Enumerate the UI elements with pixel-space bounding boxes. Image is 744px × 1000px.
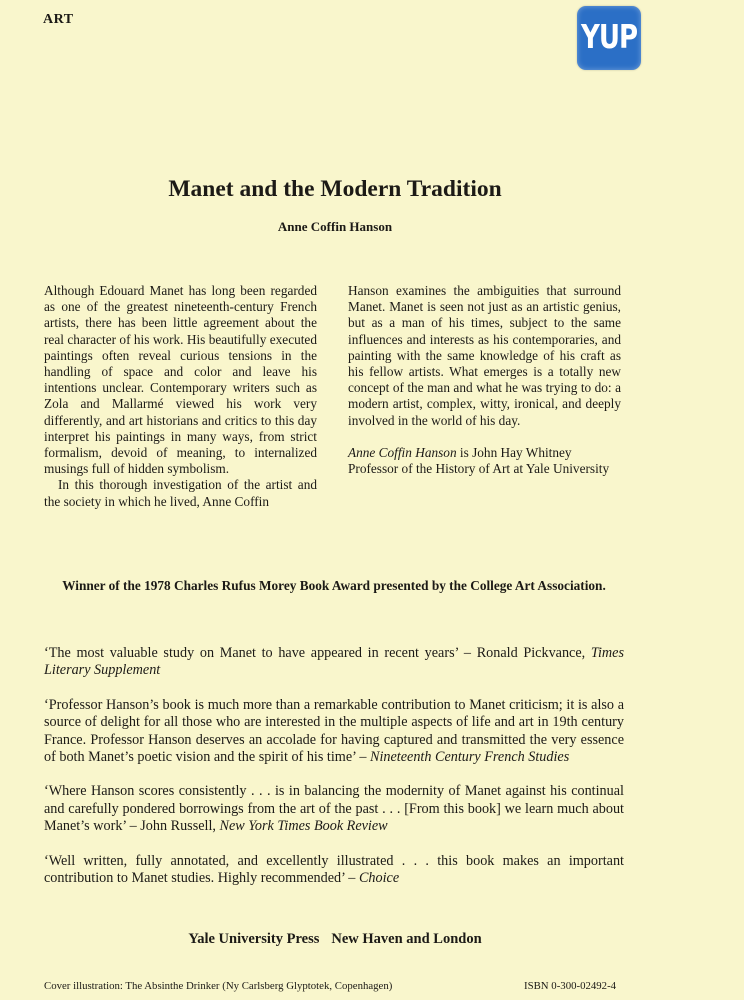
yup-logo — [577, 6, 641, 70]
publisher-name: Yale University Press — [188, 931, 320, 947]
logo-text: YUP — [581, 19, 637, 57]
book-title: Manet and the Modern Tradition — [168, 176, 502, 202]
bio-name: Anne Coffin Hanson — [348, 444, 457, 460]
review-quote — [44, 697, 624, 767]
bio-text: is John Hay Whitney Professor of the History of Art at Yale University — [348, 444, 610, 477]
author-bio — [348, 445, 621, 477]
quote-source: Times Literary Supplement — [44, 645, 624, 679]
description-paragraph: Although Edouard Manet has long been regarded as one of the greatest nineteenth-century French artists, there has been little agreement about the real character of his work. His beautifully executed paintings often reveal curious tensions in the handling of space and color and leave his intentions unclear. Contemporary writers such as Zola and Mallarmé viewed his work very differently, and art historians and critics to this day interpret his paintings in many ways, from strict formalism, devoid of meaning, to internalized musings full of hidden symbolism. — [44, 283, 317, 477]
award-statement: Winner of the 1978 Charles Rufus Morey Book Award presented by the College Art Association. — [62, 578, 606, 593]
quote-source: Choice — [358, 870, 400, 887]
review-quotes — [44, 645, 624, 904]
quote-text: ‘Professor Hanson’s book is much more than a remarkable contribution to Manet criticism; it is also a source of delight for all those who are interested in the multiple aspects of life and art in 19th century France. Professor Hanson deserves an accolade for having captured and transmitted the very essence of both Manet’s poetic vision and the spirit of his time’ – — [44, 696, 624, 766]
publisher-location: New Haven and London — [331, 931, 482, 947]
book-author: Anne Coffin Hanson — [277, 219, 393, 234]
cover-credit: Cover illustration: The Absinthe Drinker (Ny Carlsberg Glyptotek, Copenhagen) — [44, 980, 393, 992]
description-left-column — [44, 283, 317, 510]
quote-text: ‘The most valuable study on Manet to have appeared in recent years’ – Ronald Pickvance, — [44, 645, 591, 661]
quote-text: ‘Well written, fully annotated, and excellently illustrated . . . this book makes an important contribution to Manet studies. Highly recommended’ – — [44, 852, 624, 887]
publisher-line — [0, 931, 670, 948]
review-quote — [44, 645, 624, 680]
description-paragraph: Hanson examines the ambiguities that surround Manet. Manet is seen not just as an artistic genius, but as a man of his times, subject to the same influences and interests as his contemporaries, and painting with the same knowledge of his craft as his fellow artists. What emerges is a totally new concept of the man and what he was trying to do: a modern artist, complex, witty, ironical, and deeply involved in the world of his day. — [348, 283, 621, 428]
review-quote — [44, 853, 624, 888]
isbn: ISBN 0-300-02492-4 — [524, 980, 617, 992]
quote-text: ‘Where Hanson scores consistently . . . is in balancing the modernity of Manet against his continual and carefully pondered borrowings from the art of the past . . . [From this book] we learn much about Manet’s work’ – John Russell, — [44, 783, 624, 835]
quote-source: New York Times Book Review — [219, 818, 388, 835]
description-paragraph: In this thorough investigation of the artist and the society in which he lived, Anne Coffin — [44, 477, 317, 509]
review-quote — [44, 783, 624, 835]
description-right-column — [348, 283, 621, 477]
quote-source: Nineteenth Century French Studies — [370, 749, 570, 766]
category-label: ART — [43, 12, 74, 27]
